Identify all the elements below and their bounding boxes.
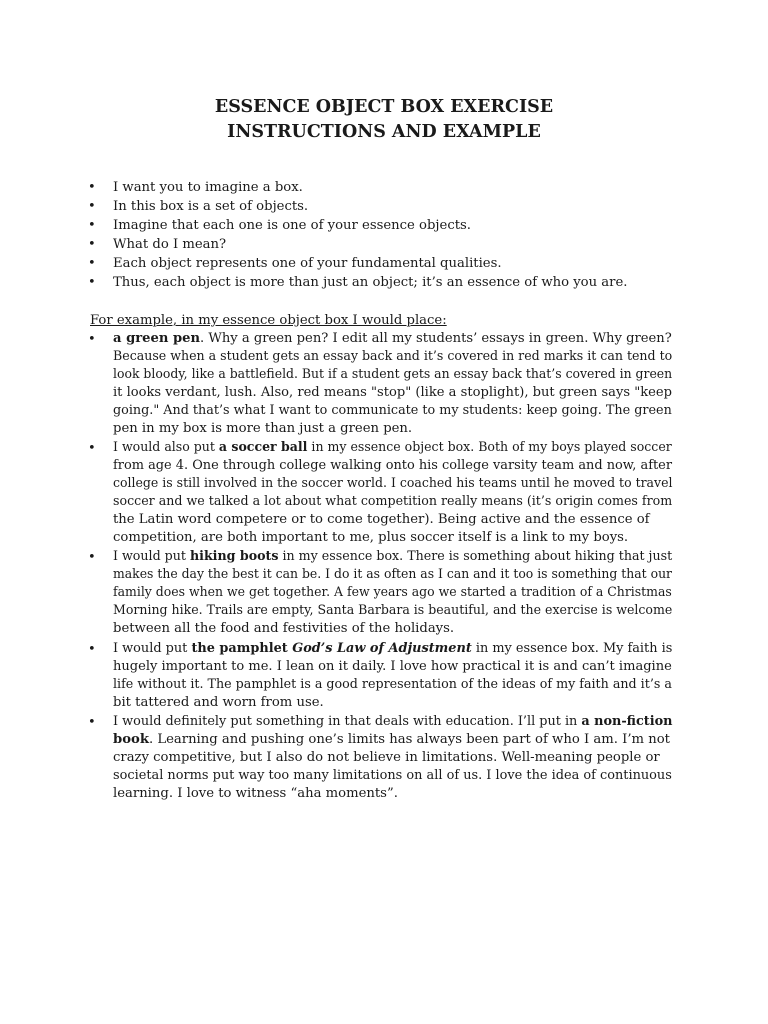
highlight-object: book	[113, 732, 149, 747]
highlight-object: a soccer ball	[218, 440, 308, 455]
paragraph-line: from age 4. One through college walking onto his college varsity team and now, after	[113, 458, 672, 473]
bullet-glyph: •	[88, 180, 96, 195]
highlight-object: a non-fiction	[581, 714, 673, 729]
paragraph-line	[113, 330, 672, 348]
list-item: Thus, each object is more than just an object; it’s an essence of who you are.	[113, 275, 628, 290]
highlight-object: hiking boots	[189, 549, 279, 564]
bullet-glyph: •	[88, 332, 96, 347]
list-item: In this box is a set of objects.	[113, 199, 309, 214]
paragraph-line	[113, 713, 672, 731]
list-item: What do I mean?	[113, 237, 227, 252]
paragraph-line: societal norms put way too many limitations on all of us. I love the idea of continuous	[113, 768, 672, 783]
paragraph-line: makes the day the best it can be. I do it as often as I can and it too is something that our	[113, 567, 672, 582]
text-run: I would also put	[113, 440, 219, 455]
document-title-line-2: INSTRUCTIONS AND EXAMPLE	[227, 122, 541, 142]
text-run: in my essence box. There is something about hiking that just	[278, 549, 673, 564]
paragraph-line	[113, 640, 672, 658]
paragraph-line: the Latin word competere or to come together). Being active and the essence of	[113, 512, 650, 527]
text-run: in my essence box. My faith is	[471, 641, 673, 656]
bullet-glyph: •	[88, 642, 96, 657]
paragraph-line: hugely important to me. I lean on it daily. I love how practical it is and can’t imagine	[113, 659, 672, 674]
paragraph-line: soccer and we talked a lot about what competition really means (it’s origin comes from	[113, 494, 673, 509]
bullet-glyph: •	[88, 237, 96, 252]
list-item: Imagine that each one is one of your essence objects.	[113, 218, 471, 233]
paragraph-line: college is still involved in the soccer world. I coached his teams until he moved to travel	[113, 476, 673, 491]
text-run: . Learning and pushing one’s limits has always been part of who I am. I’m not	[148, 732, 670, 747]
document-title-line-1: ESSENCE OBJECT BOX EXERCISE	[214, 97, 554, 117]
text-run: . Why a green pen? I edit all my students’ essays in green. Why green?	[200, 331, 672, 346]
paragraph-line: family does when we get together. A few years ago we started a tradition of a Christmas	[113, 585, 672, 600]
paragraph-line	[113, 731, 670, 749]
paragraph-line	[113, 548, 672, 566]
paragraph-line: competition, are both important to me, plus soccer itself is a link to my boys.	[113, 530, 629, 545]
paragraph-line	[113, 439, 672, 457]
paragraph-line: Morning hike. Trails are empty, Santa Barbara is beautiful, and the exercise is welcome	[113, 603, 673, 618]
highlight-object: a green pen	[113, 331, 201, 346]
paragraph-line: between all the food and festivities of the holidays.	[113, 621, 455, 636]
bullet-glyph: •	[88, 715, 96, 730]
list-item: Each object represents one of your fundamental qualities.	[113, 256, 502, 271]
example-intro: For example, in my essence object box I would place:	[90, 313, 447, 328]
paragraph-line: look bloody, like a battlefield. But if a student gets an essay back that’s covered in green	[113, 367, 673, 382]
text-run: in my essence object box. Both of my boys played soccer	[307, 440, 672, 455]
bullet-glyph: •	[88, 199, 96, 214]
text-run: I would definitely put something in that deals with education. I’ll put in	[113, 714, 582, 729]
bullet-glyph: •	[88, 550, 96, 565]
paragraph-line: life without it. The pamphlet is a good representation of the ideas of my faith and it’s a	[113, 677, 672, 692]
paragraph-line: pen in my box is more than just a green pen.	[113, 421, 413, 436]
list-item: I want you to imagine a box.	[113, 180, 303, 195]
paragraph-line: crazy competitive, but I also do not believe in limitations. Well-meaning people or	[113, 750, 660, 765]
paragraph-line: going." And that’s what I want to communicate to my students: keep going. The green	[113, 403, 672, 418]
bullet-glyph: •	[88, 441, 96, 456]
text-run: I would put	[113, 549, 190, 564]
pamphlet-title: God’s Law of Adjustment	[292, 641, 472, 656]
bullet-glyph: •	[88, 218, 96, 233]
paragraph-line: learning. I love to witness “aha moments”.	[113, 786, 398, 801]
paragraph-line: Because when a student gets an essay back and it’s covered in red marks it can tend to	[113, 349, 673, 364]
highlight-object: the pamphlet	[191, 641, 293, 656]
text-run: I would put	[113, 641, 192, 656]
bullet-glyph: •	[88, 275, 96, 290]
bullet-glyph: •	[88, 256, 96, 271]
paragraph-line: it looks verdant, lush. Also, red means "stop" (like a stoplight), but green says "keep	[113, 385, 672, 400]
paragraph-line: bit tattered and worn from use.	[113, 695, 324, 710]
